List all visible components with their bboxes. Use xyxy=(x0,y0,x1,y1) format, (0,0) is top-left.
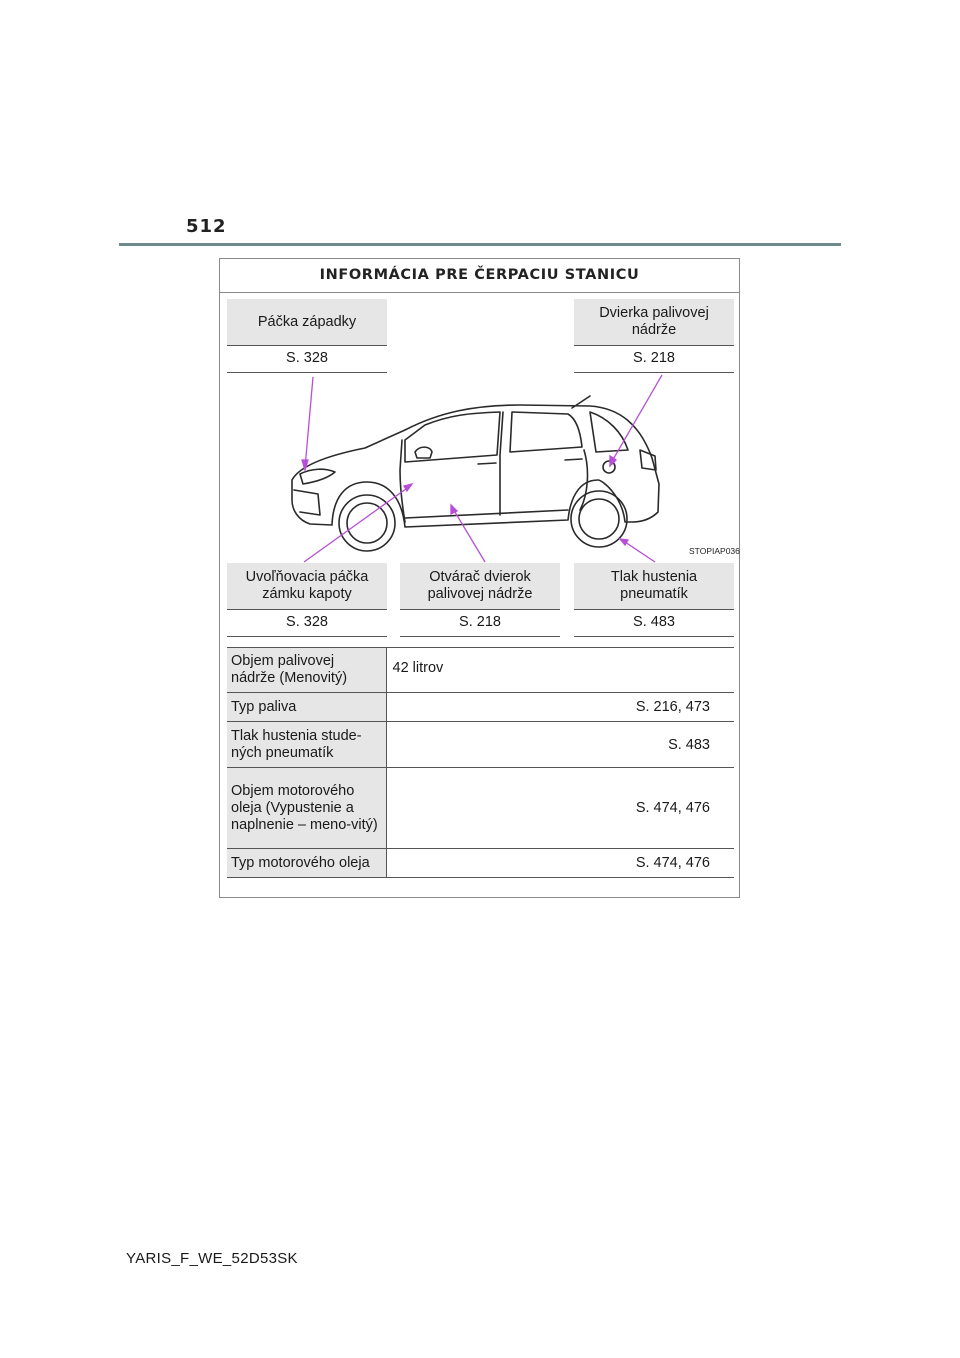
document-code: YARIS_F_WE_52D53SK xyxy=(126,1250,298,1267)
callout-tire-pressure xyxy=(574,563,734,637)
spec-name: Tlak hustenia stude-ných pneumatík xyxy=(227,722,386,768)
callout-fuel-opener xyxy=(400,563,560,637)
spec-value: S. 216, 473 xyxy=(386,693,734,722)
spec-value: 42 litrov xyxy=(386,648,734,693)
table-row xyxy=(227,722,734,768)
specs-table xyxy=(227,647,734,878)
callout-label: Uvoľňovacia páčka zámku kapoty xyxy=(227,563,387,610)
spec-name: Typ motorového oleja xyxy=(227,849,386,878)
callout-ref: S. 218 xyxy=(400,610,560,637)
callout-hood-release xyxy=(227,563,387,637)
image-code: STOPIAP036 xyxy=(689,546,740,556)
table-row xyxy=(227,768,734,849)
spec-value: S. 483 xyxy=(386,722,734,768)
spec-value: S. 474, 476 xyxy=(386,768,734,849)
callout-ref: S. 218 xyxy=(574,346,734,373)
box-title: INFORMÁCIA PRE ČERPACIU STANICU xyxy=(220,259,739,293)
spec-name: Typ paliva xyxy=(227,693,386,722)
callout-fuel-door xyxy=(574,299,734,373)
callout-ref: S. 328 xyxy=(227,346,387,373)
table-row xyxy=(227,693,734,722)
callout-label: Otvárač dvierok palivovej nádrže xyxy=(400,563,560,610)
callout-label: Dvierka palivovej nádrže xyxy=(574,299,734,346)
page-number: 512 xyxy=(186,216,227,237)
header-rule xyxy=(119,243,841,246)
callout-hood-latch xyxy=(227,299,387,373)
table-row xyxy=(227,648,734,693)
spec-name: Objem palivovej nádrže (Menovitý) xyxy=(227,648,386,693)
spec-value: S. 474, 476 xyxy=(386,849,734,878)
callout-label: Páčka západky xyxy=(227,299,387,346)
callout-ref: S. 483 xyxy=(574,610,734,637)
spec-name: Objem motorového oleja (Vypustenie a naplnenie – meno-vitý) xyxy=(227,768,386,849)
callout-label: Tlak hustenia pneumatík xyxy=(574,563,734,610)
callout-ref: S. 328 xyxy=(227,610,387,637)
table-row xyxy=(227,849,734,878)
